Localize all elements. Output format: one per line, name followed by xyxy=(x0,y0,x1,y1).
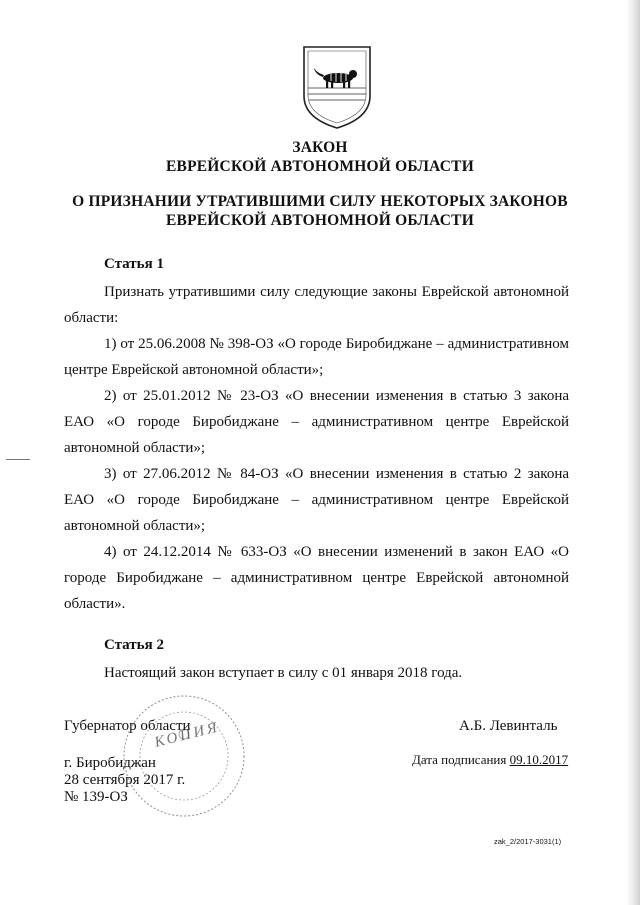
article-1-item-3: 3) от 27.06.2012 № 84-ОЗ «О внесении изменения в статью 2 закона ЕАО «О городе Биробиджане – административном центре Еврейской автономной области»; xyxy=(64,466,569,534)
governor-title: Губернатор области xyxy=(64,718,191,734)
scan-edge-shadow xyxy=(626,0,640,905)
title-line-2: ЕВРЕЙСКОЙ АВТОНОМНОЙ ОБЛАСТИ xyxy=(166,212,474,229)
law-number: № 139-ОЗ xyxy=(64,789,128,805)
article-1-intro: Признать утратившими силу следующие законы Еврейской автономной области: xyxy=(64,284,569,326)
article-1-item-4: 4) от 24.12.2014 № 633-ОЗ «О внесении изменений в закон ЕАО «О городе Биробиджане – административном центре Еврейской автономной области». xyxy=(64,544,569,612)
law-date: 28 сентября 2017 г. xyxy=(64,772,186,788)
document-code: zak_2/2017-3031(1) xyxy=(494,837,562,846)
article-1-item-1: 1) от 25.06.2008 № 398-ОЗ «О городе Биробиджане – административном центре Еврейской автономной области»; xyxy=(64,336,569,378)
official-stamp xyxy=(118,690,250,822)
region-label: ЕВРЕЙСКОЙ АВТОНОМНОЙ ОБЛАСТИ xyxy=(166,158,474,175)
article-1-item-2: 2) от 25.01.2012 № 23-ОЗ «О внесении изменения в статью 3 закона ЕАО «О городе Биробиджане – административном центре Еврейской автономной области»; xyxy=(64,388,569,456)
article-1-heading: Статья 1 xyxy=(104,256,164,272)
signing-date-label: Дата подписания xyxy=(412,752,507,767)
law-label: ЗАКОН xyxy=(292,139,348,156)
scan-mark xyxy=(6,459,30,460)
article-2-heading: Статья 2 xyxy=(104,637,164,653)
governor-name: А.Б. Левинталь xyxy=(459,718,558,734)
article-2-text: Настоящий закон вступает в силу с 01 января 2018 года. xyxy=(104,665,463,681)
coat-of-arms-emblem xyxy=(301,44,373,130)
signing-date-value: 09.10.2017 xyxy=(509,752,569,767)
title-line-1: О ПРИЗНАНИИ УТРАТИВШИМИ СИЛУ НЕКОТОРЫХ ЗАКОНОВ xyxy=(72,193,568,210)
city: г. Биробиджан xyxy=(64,755,156,771)
signing-date-line xyxy=(412,747,568,773)
stamp-copy-label: КОПИЯ xyxy=(152,719,222,751)
